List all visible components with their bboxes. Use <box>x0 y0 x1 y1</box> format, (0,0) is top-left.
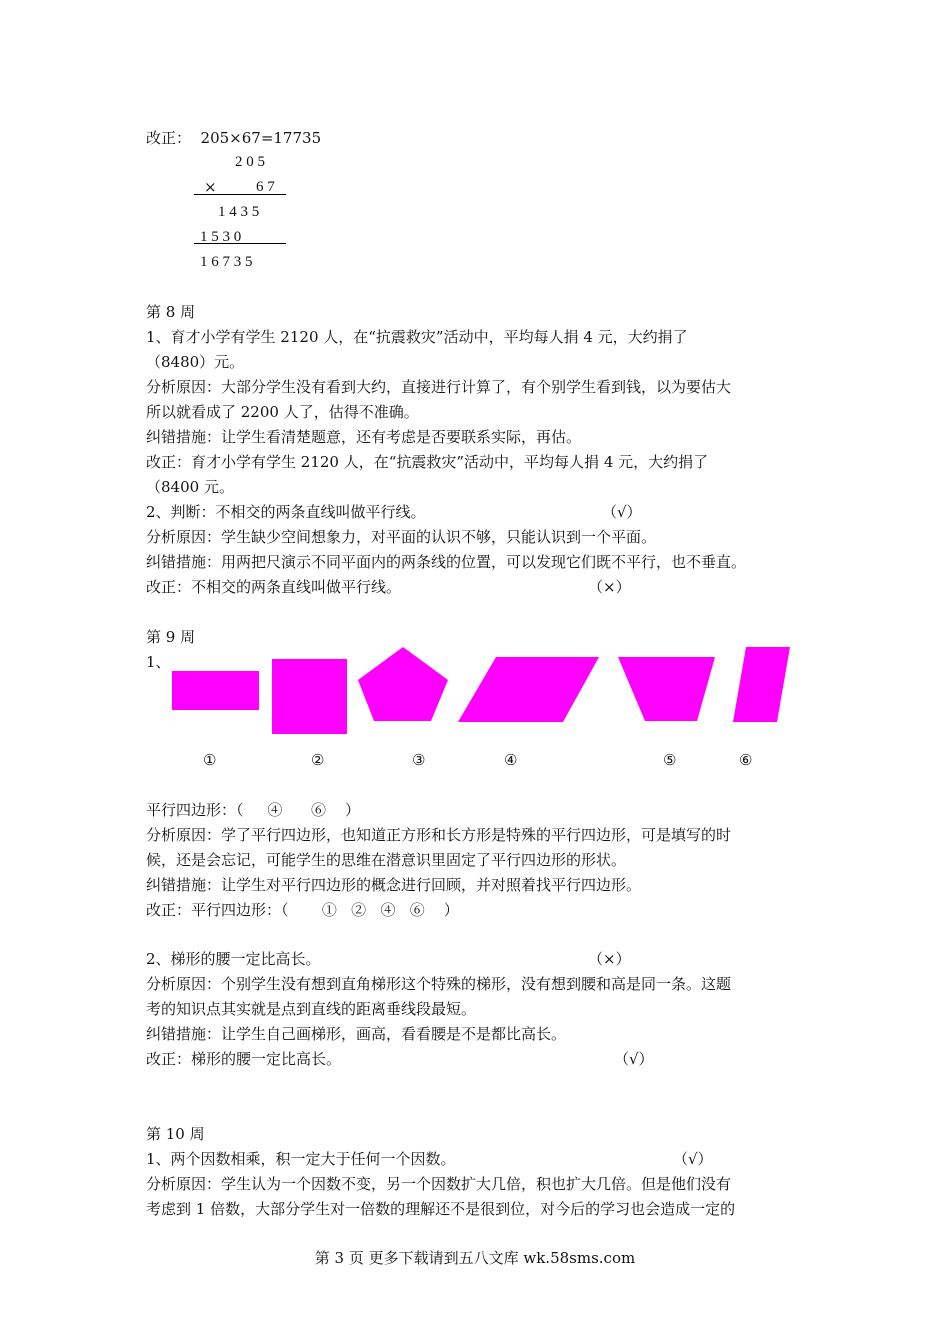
week8-q2-fix: 纠错措施：用两把尺演示不同平面内的两条线的位置，可以发现它们既不平行，也不垂直。 <box>146 553 747 571</box>
week9-q1-reason-line1: 分析原因：学了平行四边形，也知道正方形和长方形是特殊的平行四边形，可是填写的时 <box>146 826 732 844</box>
shape-label-6: ⑥ <box>739 751 753 769</box>
shape-label-5: ⑤ <box>663 751 677 769</box>
week8-q1-reason-line1: 分析原因：大部分学生没有看到大约，直接进行计算了，有个别学生看到钱，以为要估大 <box>146 378 732 396</box>
calc-times-sign: × <box>204 178 217 196</box>
calc-row-product: 1 6 7 3 5 <box>200 254 253 270</box>
week9-title: 第 9 周 <box>146 628 196 646</box>
week8-q2-correction: 改正：不相交的两条直线叫做平行线。 <box>146 578 402 596</box>
shape-3-pentagon <box>358 647 448 721</box>
week9-q1-label: 1、 <box>146 653 171 671</box>
week9-q1-reason-line2: 候，还是会忘记，可能学生的思维在潜意识里固定了平行四边形的形状。 <box>146 851 627 869</box>
shape-label-4: ④ <box>504 751 518 769</box>
page-footer: 第 3 页 更多下载请到五八文库 wk.58sms.com <box>314 1249 636 1267</box>
week9-q1-correction: 改正：平行四边形：（ ① ② ④ ⑥ ） <box>146 901 459 919</box>
week9-q2-reason-line2: 考的知识点其实就是点到直线的距离垂线段最短。 <box>146 1000 477 1018</box>
week8-q1-correction-line2: （8400 元。 <box>146 478 234 496</box>
calc-row-multiplicand: 2 0 5 <box>235 154 265 170</box>
shape-label-2: ② <box>311 751 325 769</box>
shape-6-parallelogram <box>733 647 790 722</box>
shape-label-3: ③ <box>412 751 426 769</box>
week9-q2-fix: 纠错措施：让学生自己画梯形，画高，看看腰是不是都比高长。 <box>146 1025 567 1043</box>
week8-q2-correction-mark: （×） <box>588 578 631 596</box>
week8-q2: 2、判断：不相交的两条直线叫做平行线。 <box>146 503 426 521</box>
week9-q2-correction: 改正：梯形的腰一定比高长。 <box>146 1050 342 1068</box>
week8-q1-fix: 纠错措施：让学生看清楚题意，还有考虑是否要联系实际，再估。 <box>146 428 582 446</box>
week10-q1: 1、两个因数相乘，积一定大于任何一个因数。 <box>146 1150 456 1168</box>
shape-2-square <box>272 659 347 734</box>
week8-title: 第 8 周 <box>146 303 196 321</box>
calc-row-partial-1: 1 4 3 5 <box>218 204 260 220</box>
week9-q1-answer: 平行四边形：（ ④ ⑥ ） <box>146 801 361 819</box>
week8-q1-correction-line1: 改正：育才小学有学生 2120 人，在“抗震救灾”活动中，平均每人捐 4 元，大约捐了 <box>146 453 709 471</box>
week9-q2-correction-mark: （√） <box>614 1050 654 1068</box>
week8-q2-reason: 分析原因：学生缺少空间想象力，对平面的认识不够，只能认识到一个平面。 <box>146 528 657 546</box>
shape-4-parallelogram <box>458 657 599 722</box>
week8-q1-reason-line2: 所以就看成了 2200 人了，估得不准确。 <box>146 403 419 421</box>
calc-row-multiplier: 6 7 <box>256 179 275 195</box>
shape-1-rectangle <box>172 671 259 710</box>
week9-q2: 2、梯形的腰一定比高长。 <box>146 950 321 968</box>
week9-q1-fix: 纠错措施：让学生对平行四边形的概念进行回顾，并对照着找平行四边形。 <box>146 876 642 894</box>
shape-5-trapezoid <box>618 657 715 721</box>
shape-label-1: ① <box>203 751 217 769</box>
week8-q1-line2: （8480）元。 <box>146 353 245 371</box>
week9-q2-reason-line1: 分析原因：个别学生没有想到直角梯形这个特殊的梯形，没有想到腰和高是同一条。这题 <box>146 975 732 993</box>
week9-q2-mark: （×） <box>588 950 631 968</box>
week8-q2-mark: （√） <box>602 503 642 521</box>
week10-q1-mark: （√） <box>673 1150 713 1168</box>
week8-q1-line1: 1、育才小学有学生 2120 人，在“抗震救灾”活动中，平均每人捐 4 元，大约捐了 <box>146 328 688 346</box>
week10-title: 第 10 周 <box>146 1125 205 1143</box>
calc-row-partial-2: 1 5 3 0 <box>200 229 242 245</box>
week10-reason-line2: 考虑到 1 倍数，大部分学生对一倍数的理解还不是很到位，对今后的学习也会造成一定的 <box>146 1200 736 1218</box>
week10-reason-line1: 分析原因：学生认为一个因数不变，另一个因数扩大几倍，积也扩大几倍。但是他们没有 <box>146 1175 732 1193</box>
calc-header: 改正： 205×67=17735 <box>146 129 322 147</box>
